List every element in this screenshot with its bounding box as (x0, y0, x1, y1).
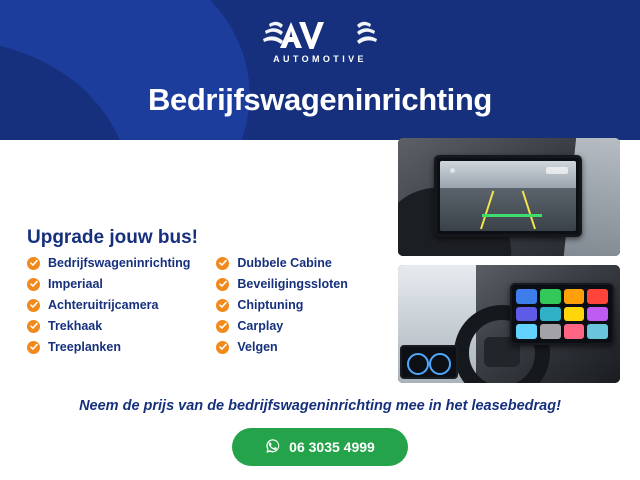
carplay-app-tile (516, 324, 537, 339)
whatsapp-call-button[interactable] (232, 428, 408, 466)
carplay-app-tile (516, 289, 537, 304)
feature-list-left (27, 255, 190, 355)
carplay-app-tile (540, 289, 561, 304)
check-circle-icon (27, 278, 40, 291)
check-circle-icon (216, 320, 229, 333)
brand-logo-wordmark: AUTOMOTIVE (273, 54, 367, 64)
carplay-app-tile (587, 289, 608, 304)
carplay-app-tile (564, 289, 585, 304)
whatsapp-call-label: 06 3035 4999 (289, 439, 375, 455)
list-item (27, 255, 190, 271)
feature-lists (27, 255, 348, 355)
check-circle-icon (27, 299, 40, 312)
check-circle-icon (27, 341, 40, 354)
list-item (216, 318, 347, 334)
carplay-app-tile (587, 307, 608, 322)
carplay-app-tile (516, 307, 537, 322)
section-subheading: Upgrade jouw bus! (27, 227, 198, 248)
check-circle-icon (216, 278, 229, 291)
feature-label: Velgen (237, 340, 278, 354)
carplay-display (510, 283, 614, 345)
brand-logo (0, 18, 640, 64)
feature-list-right (216, 255, 347, 355)
carplay-app-tile (540, 324, 561, 339)
check-circle-icon (216, 299, 229, 312)
feature-label: Beveiligingssloten (237, 277, 348, 291)
feature-label: Chiptuning (237, 298, 304, 312)
list-item (27, 297, 190, 313)
list-item (27, 276, 190, 292)
av-automotive-logo-icon (260, 18, 380, 52)
check-circle-icon (216, 341, 229, 354)
carplay-app-tile (564, 307, 585, 322)
feature-label: Imperiaal (48, 277, 103, 291)
header-banner (0, 0, 640, 140)
page-title: Bedrijfswageninrichting (148, 82, 492, 117)
feature-label: Bedrijfswageninrichting (48, 256, 191, 270)
camera-feed-ground (440, 188, 576, 231)
digital-instrument-cluster (400, 345, 458, 379)
feature-label: Achteruitrijcamera (48, 298, 159, 312)
lease-tagline: Neem de prijs van de bedrijfswageninrichting mee in het leasebedrag! (79, 398, 561, 414)
feature-label: Treeplanken (48, 340, 121, 354)
feature-label: Carplay (237, 319, 284, 333)
photo-steering-wheel-carplay (398, 265, 620, 383)
feature-label: Dubbele Cabine (237, 256, 332, 270)
carplay-app-tile (564, 324, 585, 339)
list-item (216, 297, 347, 313)
photo-reversing-camera-screen (398, 138, 620, 256)
list-item (216, 255, 347, 271)
infotainment-display (434, 155, 582, 237)
carplay-app-tile (540, 307, 561, 322)
list-item (216, 339, 347, 355)
check-circle-icon (27, 257, 40, 270)
camera-feed-wall (440, 161, 576, 188)
list-item (27, 318, 190, 334)
screen-status-badge (546, 167, 568, 174)
list-item (27, 339, 190, 355)
camera-feed (440, 161, 576, 231)
carplay-app-tile (587, 324, 608, 339)
screen-indicator-dot (450, 168, 455, 173)
check-circle-icon (216, 257, 229, 270)
parking-guide-line-distance (482, 214, 542, 217)
check-circle-icon (27, 320, 40, 333)
list-item (216, 276, 347, 292)
feature-label: Trekhaak (48, 319, 103, 333)
whatsapp-icon (265, 438, 281, 457)
